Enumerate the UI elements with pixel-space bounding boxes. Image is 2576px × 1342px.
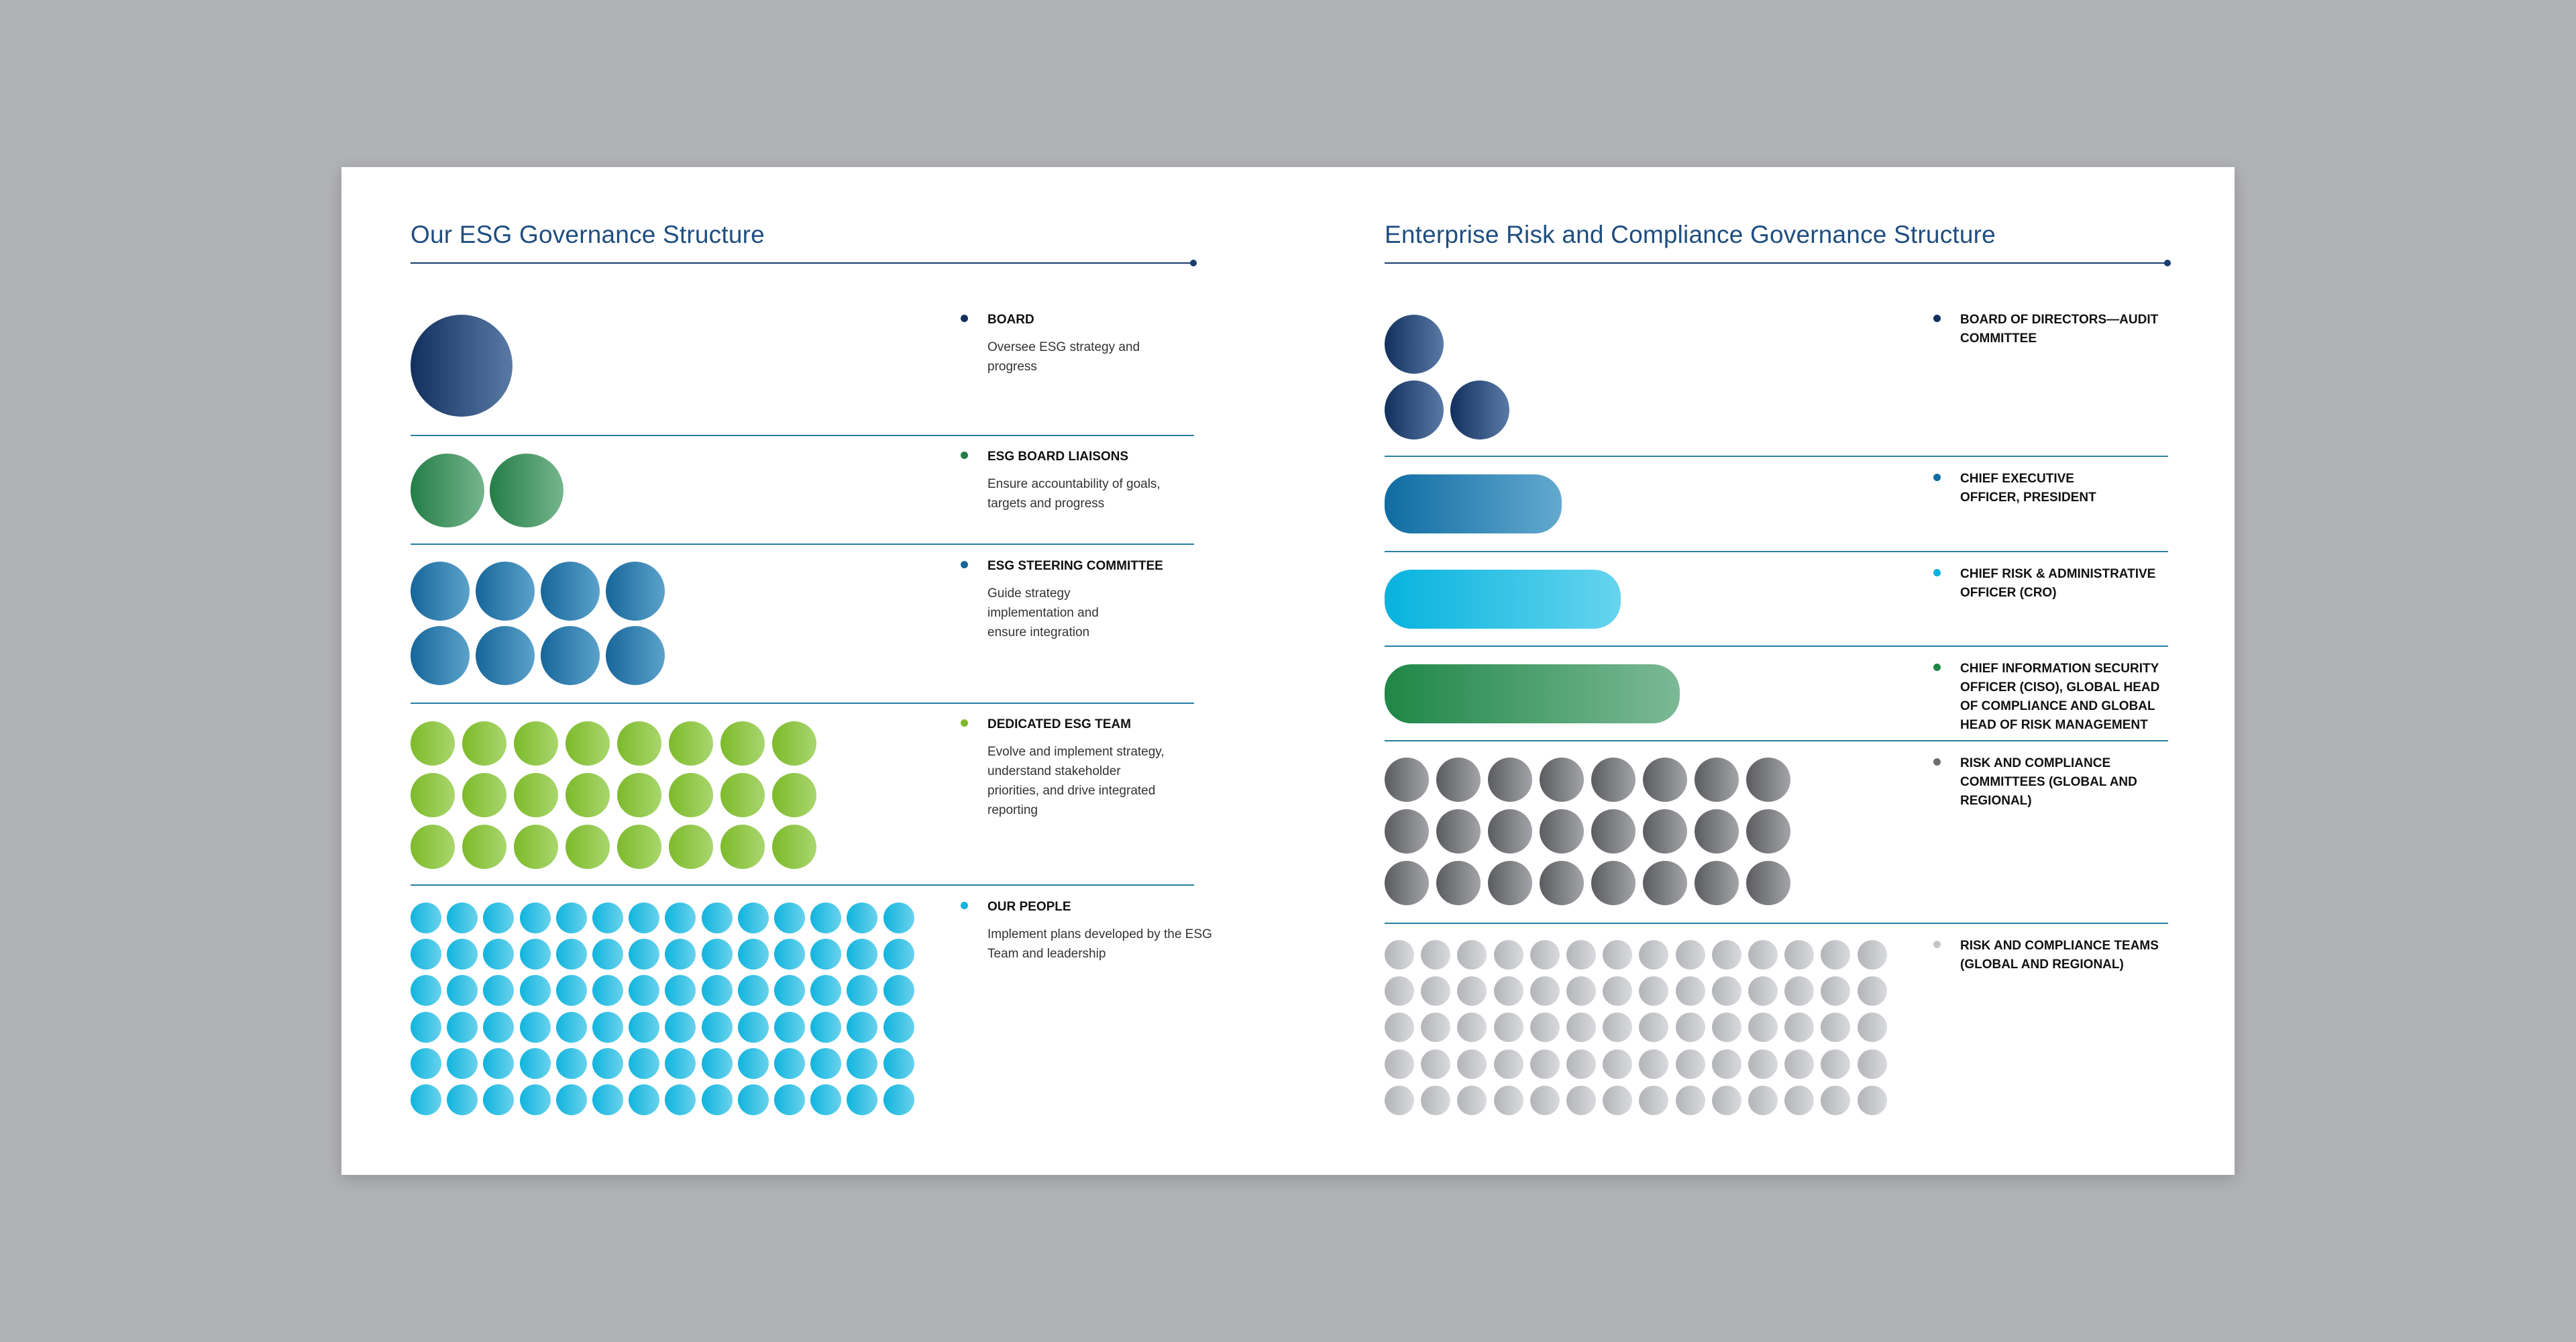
our-people-circle [592, 1048, 623, 1079]
team-circle [1603, 1086, 1632, 1115]
our-people-circle [411, 902, 441, 933]
esg-governance-panel [411, 167, 1336, 1175]
board-desc: Oversee ESG strategy and progress [987, 340, 1140, 374]
esg-steering-committee-circle [606, 626, 665, 685]
our-people-circles [411, 902, 947, 1131]
dedicated-esg-team-title: DEDICATED ESG TEAM [987, 717, 1131, 731]
our-people-circle [883, 939, 914, 970]
board-label [961, 311, 1202, 376]
team-circle [1566, 1049, 1596, 1079]
committee-circle [1385, 861, 1429, 905]
committee-circle [1643, 809, 1687, 854]
esg-steering-committee-label [961, 557, 1202, 642]
esg-steering-committee-circle [541, 562, 600, 621]
committee-circle [1746, 758, 1790, 802]
committees-circles [1385, 758, 1921, 912]
team-circle [1748, 976, 1778, 1006]
team-circle [1858, 976, 1887, 1006]
esg-board-liaisons-title: ESG BOARD LIAISONS [987, 450, 1129, 464]
esg-team-circle [669, 721, 713, 766]
cro-label [1933, 565, 2175, 603]
team-circle [1821, 940, 1850, 970]
row-divider [1385, 923, 2168, 924]
our-people-circle [883, 1012, 914, 1043]
team-circle [1858, 1049, 1887, 1079]
esg-steering-committee-circles [411, 562, 947, 696]
team-circle [1603, 940, 1632, 970]
our-people-circle [847, 1048, 877, 1079]
risk-compliance-panel [1385, 167, 2310, 1175]
committees-label [1933, 754, 2175, 811]
our-people-circle [883, 1048, 914, 1079]
bullet-dot [1933, 664, 1941, 671]
teams-title: RISK AND COMPLIANCE TEAMS (GLOBAL AND REGIONAL) [1960, 939, 2159, 972]
our-people-circle [774, 939, 805, 970]
committee-circle [1591, 809, 1635, 854]
ceo-bar-shape [1385, 474, 1562, 533]
bullet-dot [961, 452, 968, 459]
our-people-circle [665, 1012, 696, 1043]
our-people-circle [411, 1012, 441, 1043]
team-circle [1603, 1013, 1632, 1042]
bullet-dot [1933, 474, 1941, 481]
esg-team-circle [566, 825, 610, 869]
our-people-circle [592, 1084, 623, 1115]
our-people-circle [774, 1048, 805, 1079]
committee-circle [1643, 758, 1687, 802]
team-circle [1821, 1086, 1850, 1115]
our-people-circle [447, 902, 478, 933]
committee-circle [1643, 861, 1687, 905]
our-people-circle [592, 902, 623, 933]
our-people-circle [810, 902, 841, 933]
cro-bar [1385, 570, 1921, 630]
esg-steering-committee-desc: Guide strategy implementation and ensure integration [987, 586, 1099, 639]
team-circle [1712, 976, 1741, 1006]
team-circle [1457, 1049, 1487, 1079]
esg-board-liaisons-label [961, 448, 1202, 513]
our-people-circle [447, 1084, 478, 1115]
team-circle [1639, 1086, 1668, 1115]
our-people-circle [556, 939, 587, 970]
our-people-circle [810, 1012, 841, 1043]
our-people-circle [411, 975, 441, 1006]
team-circle [1566, 1086, 1596, 1115]
our-people-circle [556, 1084, 587, 1115]
our-people-circle [483, 1084, 514, 1115]
ciso-label [1933, 660, 2175, 735]
audit-committee-circle [1450, 380, 1509, 440]
team-circle [1385, 1013, 1414, 1042]
team-circle [1784, 1086, 1814, 1115]
committee-circle [1540, 809, 1584, 854]
our-people-circle [738, 902, 769, 933]
our-people-circle [411, 939, 441, 970]
esg-team-circle [462, 773, 506, 817]
our-people-circle [810, 975, 841, 1006]
our-people-circle [556, 975, 587, 1006]
committee-circle [1746, 861, 1790, 905]
committee-circle [1385, 809, 1429, 854]
committees-title: RISK AND COMPLIANCE COMMITTEES (GLOBAL AND REGIONAL) [1960, 756, 2137, 808]
teams-label [1933, 937, 2175, 974]
committee-circle [1695, 809, 1739, 854]
our-people-circle [738, 975, 769, 1006]
teams-circles [1385, 940, 1921, 1135]
team-circle [1784, 940, 1814, 970]
team-circle [1566, 1013, 1596, 1042]
dedicated-esg-team-circles [411, 721, 947, 882]
our-people-circle [483, 975, 514, 1006]
audit-committee-title: BOARD OF DIRECTORS—AUDIT COMMITTEE [1960, 313, 2159, 346]
team-circle [1784, 976, 1814, 1006]
our-people-circle [520, 902, 551, 933]
team-circle [1712, 940, 1741, 970]
our-people-circle [520, 939, 551, 970]
ciso-bar [1385, 664, 1921, 725]
our-people-circle [702, 902, 733, 933]
committee-circle [1436, 758, 1481, 802]
our-people-circle [810, 939, 841, 970]
committee-circle [1591, 861, 1635, 905]
our-people-circle [520, 1012, 551, 1043]
esg-team-circle [462, 721, 506, 766]
our-people-circle [520, 1048, 551, 1079]
report-spread [341, 167, 2235, 1175]
team-circle [1748, 1049, 1778, 1079]
esg-steering-committee-circle [411, 562, 470, 621]
board-circle [411, 315, 513, 417]
our-people-circle [483, 1048, 514, 1079]
our-people-circle [483, 939, 514, 970]
team-circle [1712, 1049, 1741, 1079]
row-divider [411, 544, 1194, 545]
team-circle [1530, 1049, 1560, 1079]
our-people-circle [774, 1012, 805, 1043]
team-circle [1603, 976, 1632, 1006]
our-people-circle [847, 1012, 877, 1043]
committee-circle [1436, 809, 1481, 854]
row-divider [411, 435, 1194, 436]
board-circles [411, 315, 947, 422]
panel-title: Enterprise Risk and Compliance Governance Structure [1385, 221, 1996, 248]
our-people-circle [592, 1012, 623, 1043]
committee-circle [1695, 758, 1739, 802]
our-people-desc: Implement plans developed by the ESG Team and leadership [987, 927, 1212, 961]
team-circle [1385, 940, 1414, 970]
our-people-circle [411, 1048, 441, 1079]
our-people-circle [629, 902, 659, 933]
esg-board-liaison-circle [411, 454, 484, 527]
bullet-dot [961, 902, 968, 909]
bullet-dot [1933, 758, 1941, 766]
team-circle [1821, 976, 1850, 1006]
our-people-circle [847, 939, 877, 970]
team-circle [1676, 940, 1705, 970]
esg-steering-committee-title: ESG STEERING COMMITTEE [987, 559, 1163, 573]
team-circle [1385, 976, 1414, 1006]
team-circle [1858, 1013, 1887, 1042]
team-circle [1494, 1049, 1523, 1079]
esg-team-circle [514, 721, 558, 766]
our-people-label [961, 898, 1216, 964]
committee-circle [1488, 861, 1532, 905]
our-people-circle [774, 902, 805, 933]
committee-circle [1695, 861, 1739, 905]
our-people-circle [702, 1048, 733, 1079]
team-circle [1530, 1013, 1560, 1042]
our-people-circle [556, 1012, 587, 1043]
ciso-bar-shape [1385, 664, 1680, 723]
team-circle [1421, 976, 1450, 1006]
audit-committee-circles [1385, 315, 1921, 442]
bullet-dot [961, 719, 968, 727]
our-people-circle [447, 1012, 478, 1043]
our-people-circle [556, 1048, 587, 1079]
our-people-circle [702, 939, 733, 970]
team-circle [1639, 940, 1668, 970]
team-circle [1457, 1086, 1487, 1115]
row-divider [1385, 456, 2168, 457]
team-circle [1530, 940, 1560, 970]
team-circle [1784, 1049, 1814, 1079]
our-people-circle [702, 1084, 733, 1115]
bullet-dot [1933, 569, 1941, 576]
esg-team-circle [772, 773, 816, 817]
our-people-circle [447, 1048, 478, 1079]
our-people-circle [483, 902, 514, 933]
our-people-circle [447, 939, 478, 970]
team-circle [1639, 976, 1668, 1006]
committee-circle [1540, 861, 1584, 905]
our-people-circle [665, 1084, 696, 1115]
row-divider [411, 884, 1194, 886]
our-people-circle [411, 1084, 441, 1115]
team-circle [1858, 1086, 1887, 1115]
our-people-circle [592, 939, 623, 970]
esg-steering-committee-circle [476, 626, 535, 685]
esg-team-circle [669, 825, 713, 869]
row-divider [411, 703, 1194, 704]
team-circle [1566, 976, 1596, 1006]
our-people-circle [810, 1048, 841, 1079]
esg-team-circle [566, 721, 610, 766]
team-circle [1748, 940, 1778, 970]
our-people-circle [665, 975, 696, 1006]
bullet-dot [1933, 941, 1941, 948]
our-people-circle [847, 975, 877, 1006]
bullet-dot [961, 315, 968, 322]
team-circle [1421, 940, 1450, 970]
committee-circle [1488, 809, 1532, 854]
team-circle [1676, 1049, 1705, 1079]
our-people-circle [738, 939, 769, 970]
our-people-circle [665, 1048, 696, 1079]
esg-board-liaisons-desc: Ensure accountability of goals, targets and progress [987, 477, 1161, 511]
esg-team-circle [772, 721, 816, 766]
ceo-title: CHIEF EXECUTIVE OFFICER, PRESIDENT [1960, 472, 2096, 505]
our-people-circle [556, 902, 587, 933]
our-people-circle [738, 1048, 769, 1079]
our-people-circle [665, 902, 696, 933]
our-people-circle [847, 902, 877, 933]
team-circle [1676, 1013, 1705, 1042]
cro-title: CHIEF RISK & ADMINISTRATIVE OFFICER (CRO) [1960, 567, 2156, 600]
bullet-dot [961, 561, 968, 568]
team-circle [1421, 1013, 1450, 1042]
our-people-circle [774, 1084, 805, 1115]
team-circle [1530, 1086, 1560, 1115]
committee-circle [1385, 758, 1429, 802]
our-people-circle [738, 1012, 769, 1043]
team-circle [1603, 1049, 1632, 1079]
our-people-circle [702, 1012, 733, 1043]
our-people-circle [883, 975, 914, 1006]
team-circle [1639, 1013, 1668, 1042]
team-circle [1821, 1013, 1850, 1042]
team-circle [1639, 1049, 1668, 1079]
esg-team-circle [720, 773, 765, 817]
esg-team-circle [566, 773, 610, 817]
title-rule [1385, 262, 2168, 264]
our-people-circle [883, 902, 914, 933]
audit-committee-circle [1385, 315, 1444, 374]
row-divider [1385, 740, 2168, 741]
esg-team-circle [617, 825, 661, 869]
team-circle [1676, 1086, 1705, 1115]
row-divider [1385, 551, 2168, 552]
esg-team-circle [617, 773, 661, 817]
team-circle [1858, 940, 1887, 970]
our-people-circle [702, 975, 733, 1006]
our-people-circle [520, 975, 551, 1006]
team-circle [1385, 1049, 1414, 1079]
team-circle [1421, 1049, 1450, 1079]
esg-steering-committee-circle [476, 562, 535, 621]
committee-circle [1436, 861, 1481, 905]
esg-team-circle [720, 721, 765, 766]
team-circle [1494, 976, 1523, 1006]
team-circle [1494, 1086, 1523, 1115]
esg-steering-committee-circle [541, 626, 600, 685]
audit-committee-circle [1385, 380, 1444, 440]
esg-team-circle [772, 825, 816, 869]
ceo-label [1933, 470, 2175, 507]
esg-team-circle [411, 825, 455, 869]
team-circle [1712, 1086, 1741, 1115]
our-people-circle [847, 1084, 877, 1115]
team-circle [1457, 940, 1487, 970]
our-people-circle [883, 1084, 914, 1115]
esg-team-circle [411, 773, 455, 817]
team-circle [1821, 1049, 1850, 1079]
esg-board-liaison-circle [490, 454, 564, 527]
team-circle [1385, 1086, 1414, 1115]
team-circle [1676, 976, 1705, 1006]
panel-title: Our ESG Governance Structure [411, 221, 765, 248]
esg-steering-committee-circle [411, 626, 470, 685]
our-people-circle [629, 1084, 659, 1115]
committee-circle [1488, 758, 1532, 802]
our-people-circle [447, 975, 478, 1006]
team-circle [1530, 976, 1560, 1006]
esg-steering-committee-circle [606, 562, 665, 621]
esg-team-circle [514, 825, 558, 869]
team-circle [1784, 1013, 1814, 1042]
our-people-circle [629, 1048, 659, 1079]
team-circle [1421, 1086, 1450, 1115]
dedicated-esg-team-label [961, 715, 1202, 820]
esg-team-circle [462, 825, 506, 869]
ceo-bar [1385, 474, 1921, 535]
esg-team-circle [720, 825, 765, 869]
our-people-title: OUR PEOPLE [987, 900, 1071, 914]
our-people-circle [810, 1084, 841, 1115]
committee-circle [1746, 809, 1790, 854]
title-rule [411, 262, 1194, 264]
bullet-dot [1933, 315, 1941, 322]
esg-team-circle [669, 773, 713, 817]
esg-team-circle [411, 721, 455, 766]
our-people-circle [774, 975, 805, 1006]
our-people-circle [483, 1012, 514, 1043]
committee-circle [1591, 758, 1635, 802]
esg-board-liaisons-circles [411, 454, 947, 534]
our-people-circle [592, 975, 623, 1006]
team-circle [1566, 940, 1596, 970]
dedicated-esg-team-desc: Evolve and implement strategy, understand stakeholder priorities, and drive integrated reporting [987, 745, 1165, 817]
team-circle [1457, 976, 1487, 1006]
ciso-title: CHIEF INFORMATION SECURITY OFFICER (CISO), GLOBAL HEAD OF COMPLIANCE AND GLOBAL HEAD OF RISK MANAGEMENT [1960, 662, 2160, 732]
our-people-circle [665, 939, 696, 970]
our-people-circle [520, 1084, 551, 1115]
row-divider [1385, 646, 2168, 647]
audit-committee-label [1933, 311, 2175, 348]
cro-bar-shape [1385, 570, 1621, 629]
team-circle [1748, 1086, 1778, 1115]
committee-circle [1540, 758, 1584, 802]
team-circle [1457, 1013, 1487, 1042]
our-people-circle [629, 975, 659, 1006]
esg-team-circle [514, 773, 558, 817]
esg-team-circle [617, 721, 661, 766]
team-circle [1712, 1013, 1741, 1042]
team-circle [1494, 1013, 1523, 1042]
board-title: BOARD [987, 313, 1034, 327]
our-people-circle [629, 1012, 659, 1043]
team-circle [1494, 940, 1523, 970]
our-people-circle [629, 939, 659, 970]
our-people-circle [738, 1084, 769, 1115]
team-circle [1748, 1013, 1778, 1042]
